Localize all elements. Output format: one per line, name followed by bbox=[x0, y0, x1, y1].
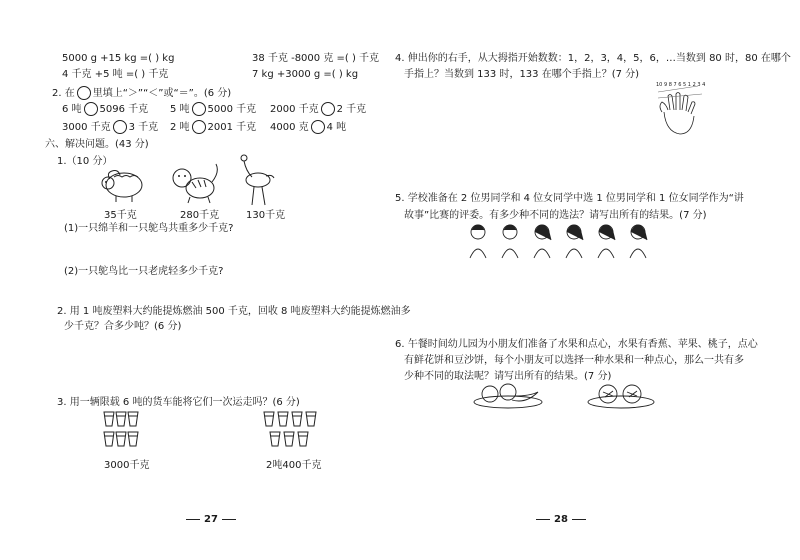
cmp-1-3: 2000 千克 2 千克 bbox=[270, 104, 367, 115]
p1-head: 1.（10 分） bbox=[57, 156, 113, 167]
conv-d: 7 kg +3000 g =( ) kg bbox=[252, 69, 359, 80]
cmp-2-2: 2 吨 2001 千克 bbox=[170, 122, 257, 133]
p3-text: 3. 用一辆限载 6 吨的货车能将它们一次运走吗？(6 分) bbox=[57, 397, 300, 408]
q2-pre: 2. 在 bbox=[52, 88, 75, 99]
conv-b: 38 千克 -8000 克 =( ) 千克 bbox=[252, 53, 380, 64]
p1-sub2: (2)一只鸵鸟比一只老虎轻多少千克? bbox=[64, 266, 224, 277]
cargo-basket-icon bbox=[260, 408, 320, 456]
p6-line2: 有鲜花饼和豆沙饼，每个小朋友可以选择一种水果和一种点心，那么一共有多 bbox=[404, 355, 744, 366]
compare-circle[interactable] bbox=[113, 120, 127, 134]
tiger-weight: 280千克 bbox=[180, 210, 220, 221]
hand-icon bbox=[652, 82, 712, 140]
snack-plate-icon bbox=[586, 380, 656, 410]
page-number-left: 27 bbox=[182, 514, 240, 525]
ostrich-icon bbox=[236, 152, 276, 208]
p4-line2: 手指上？当数到 133 时，133 在哪个手指上？(7 分) bbox=[404, 69, 640, 80]
cargo2-weight: 2吨400千克 bbox=[266, 460, 322, 471]
cargo1-weight: 3000千克 bbox=[104, 460, 150, 471]
cmp-1-1: 6 吨 5096 千克 bbox=[62, 104, 149, 115]
compare-circle[interactable] bbox=[192, 120, 206, 134]
cmp-2-3: 4000 克 4 吨 bbox=[270, 122, 347, 133]
fruit-plate-icon bbox=[472, 380, 544, 410]
conv-a: 5000 g +15 kg =( ) kg bbox=[62, 53, 175, 64]
hand-numbers: 10 9 8 7 6 5 1 2 3 4 bbox=[656, 82, 706, 88]
compare-circle[interactable] bbox=[192, 102, 206, 116]
compare-circle[interactable] bbox=[311, 120, 325, 134]
cargo-basket-icon bbox=[100, 408, 144, 456]
p5-line2: 故事”比赛的评委。有多少种不同的选法？请写出所有的结果。(7 分) bbox=[404, 210, 707, 221]
p4-line1: 4. 伸出你的右手，从大拇指开始数数：1，2，3，4，5，6，…当数到 80 时，80 在哪个 bbox=[395, 53, 791, 64]
compare-circle[interactable] bbox=[321, 102, 335, 116]
cmp-1-2: 5 吨 5000 千克 bbox=[170, 104, 257, 115]
students-icon bbox=[462, 222, 662, 262]
sheep-weight: 35千克 bbox=[104, 210, 137, 221]
section-heading: 六、解决问题。(43 分) bbox=[45, 139, 149, 150]
conv-c: 4 千克 +5 吨 =( ) 千克 bbox=[62, 69, 169, 80]
p6-line1: 6. 午餐时间幼儿园为小朋友们准备了水果和点心，水果有香蕉、苹果、桃子，点心 bbox=[395, 339, 758, 350]
p1-sub1: (1)一只绵羊和一只鸵鸟共重多少千克? bbox=[64, 223, 234, 234]
p2-line1: 2. 用 1 吨废塑料大约能提炼燃油 500 千克，回收 8 吨废塑料大约能提炼燃油多 bbox=[57, 306, 411, 317]
p6-line3: 少种不同的取法呢？请写出所有的结果。(7 分) bbox=[404, 371, 612, 382]
q2-instruction bbox=[52, 86, 231, 100]
sheep-icon bbox=[96, 165, 148, 205]
compare-circle bbox=[77, 86, 91, 100]
cmp-2-1: 3000 千克 3 千克 bbox=[62, 122, 159, 133]
p5-line1: 5. 学校准备在 2 位男同学和 4 位女同学中选 1 位男同学和 1 位女同学作为“讲 bbox=[395, 193, 744, 204]
page-number-right: 28 bbox=[532, 514, 590, 525]
p2-line2: 少千克？合多少吨？(6 分) bbox=[64, 321, 182, 332]
compare-circle[interactable] bbox=[84, 102, 98, 116]
tiger-icon bbox=[168, 160, 220, 206]
q2-post: 里填上“＞”“＜”或“＝”。(6 分) bbox=[92, 88, 232, 99]
ostrich-weight: 130千克 bbox=[246, 210, 286, 221]
